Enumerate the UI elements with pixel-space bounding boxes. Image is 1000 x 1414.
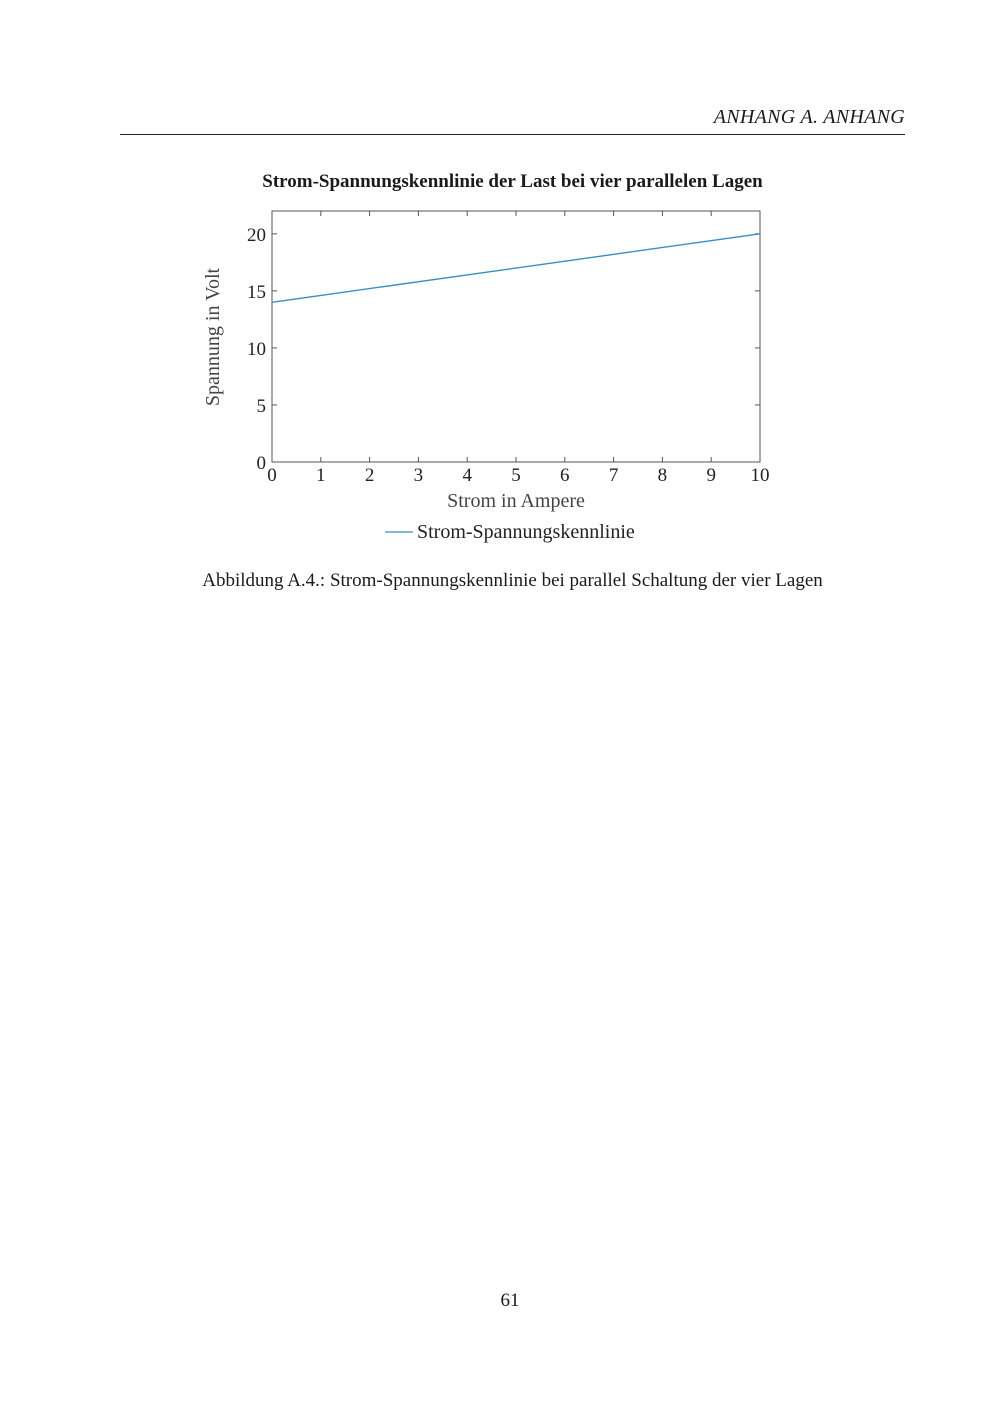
x-tick-label: 5: [511, 465, 521, 486]
x-tick-label: 3: [413, 465, 424, 486]
y-tick-label: 5: [256, 395, 266, 417]
running-header-title: ANHANG A. ANHANG: [713, 106, 905, 128]
x-tick-label: 2: [364, 465, 375, 486]
x-axis-title: Strom in Ampere: [447, 490, 585, 512]
series-line: [272, 234, 760, 302]
x-tick-label: 0: [267, 465, 277, 486]
plot-frame: [272, 211, 760, 462]
legend-label: Strom-Spannungskennlinie: [417, 521, 635, 543]
x-tick-label: 7: [608, 465, 619, 486]
x-tick-label: 6: [560, 465, 570, 486]
chart: [0, 0, 1000, 560]
y-tick-label: 0: [256, 453, 266, 474]
x-tick-label: 1: [316, 465, 326, 486]
x-tick-label: 4: [462, 465, 472, 486]
y-tick-label: 15: [247, 281, 266, 303]
x-tick-label: 8: [657, 465, 668, 486]
x-tick-label: 9: [706, 465, 716, 486]
page-number: 61: [500, 1290, 520, 1311]
y-tick-label: 10: [247, 338, 266, 360]
series-layer: [272, 234, 760, 302]
y-axis-title: Spannung in Volt: [202, 267, 224, 407]
y-axis-ticks: [247, 225, 760, 474]
chart-title: Strom-Spannungskennlinie der Last bei vier parallelen Lagen: [262, 171, 763, 192]
x-tick-label: 10: [750, 465, 770, 486]
y-tick-label: 20: [247, 224, 266, 246]
figure-caption: Abbildung A.4.: Strom-Spannungskennlinie bei parallel Schaltung der vier Lagen: [202, 570, 823, 591]
legend: [385, 521, 635, 543]
x-axis-ticks: [267, 211, 769, 486]
